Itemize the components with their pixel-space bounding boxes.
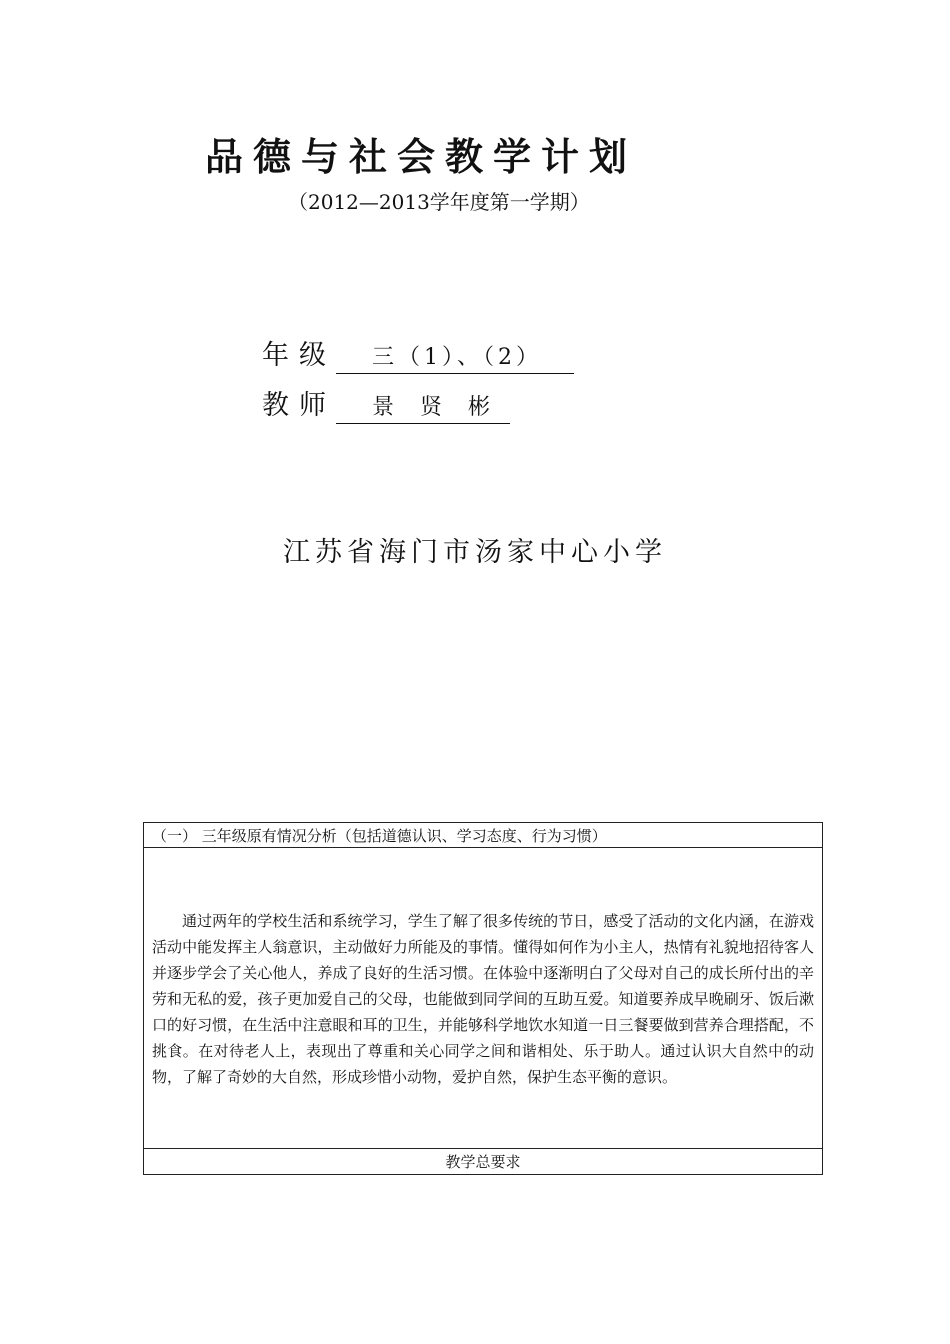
analysis-text: 通过两年的学校生活和系统学习，学生了解了很多传统的节日，感受了活动的文化内涵，在游戏活动中能发挥主人翁意识，主动做好力所能及的事情。懂得如何作为小主人，热情有礼貌地招待客人并逐步学会了关心他人，养成了良好的生活习惯。在体验中逐渐明白了父母对自己的成长所付出的辛劳和无私的爱，孩子更加爱自己的父母，也能做到同学间的互助互爱。知道要养成早晚刷牙、饭后漱口的好习惯，在生活中注意眼和耳的卫生，并能够科学地饮水知道一日三餐要做到营养合理搭配，不挑食。在对待老人上，表现出了尊重和关心同学之间和谐相处、乐于助人。通过认识大自然中的动物，了解了奇妙的大自然，形成珍惜小动物，爱护自然，保护生态平衡的意识。 — [152, 912, 814, 1086]
document-subtitle: （2012—2013学年度第一学期） — [288, 190, 590, 214]
teacher-value: 景贤彬 — [336, 393, 510, 424]
table-row — [144, 823, 823, 848]
analysis-cell — [144, 848, 823, 1149]
table-row — [144, 848, 823, 1149]
grade-value: 三（1）、（2） — [336, 343, 574, 374]
teacher-field — [262, 383, 517, 424]
document-title: 品德与社会教学计划 — [205, 135, 638, 179]
section-header: （一） 三年级原有情况分析（包括道德认识、学习态度、行为习惯） — [144, 823, 823, 848]
school-name: 江苏省海门市汤家中心小学 — [283, 537, 667, 568]
grade-field — [262, 333, 574, 374]
next-section-header: 教学总要求 — [144, 1149, 823, 1175]
plan-table — [143, 822, 823, 1175]
grade-label: 年级 — [262, 340, 336, 371]
table-row — [144, 1149, 823, 1175]
teacher-label: 教师 — [262, 390, 336, 421]
